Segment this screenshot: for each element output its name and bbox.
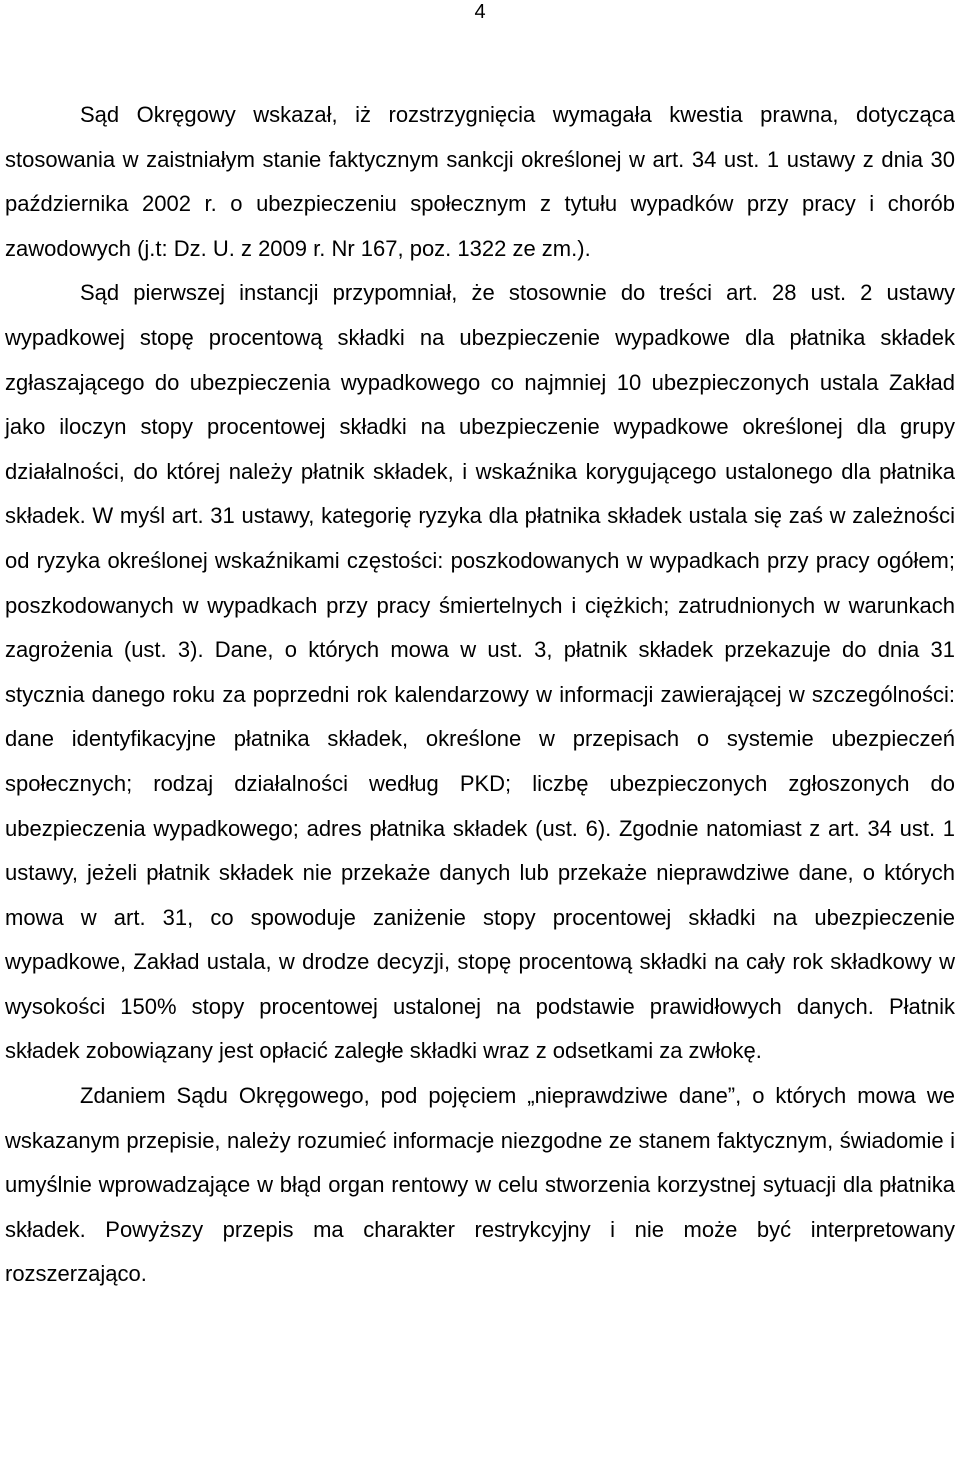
paragraph-court-indication: Sąd Okręgowy wskazał, iż rozstrzygnięcia wymagała kwestia prawna, dotycząca stosowania w zaistniałym stanie faktycznym sankcji określonej w art. 34 ust. 1 ustawy z dnia 30 października 2002 r. o ubezpieczeniu społecznym z tytułu wypadków przy pracy i chorób zawodowych (j.t: Dz. U. z 2009 r. Nr 167, poz. 1322 ze zm.). — [5, 102, 955, 261]
document-body — [5, 93, 955, 1297]
page-number: 4 — [474, 1, 486, 23]
paragraph-court-opinion: Zdaniem Sądu Okręgowego, pod pojęciem „nieprawdziwe dane”, o których mowa we wskazanym przepisie, należy rozumieć informacje niezgodne ze stanem faktycznym, świadomie i umyślnie wprowadzające w błąd organ rentowy w celu stworzenia korzystnej sytuacji dla płatnika składek. Powyższy przepis ma charakter restrykcyjny i nie może być interpretowany rozszerzająco. — [5, 1083, 955, 1287]
paragraph-first-instance-reminder: Sąd pierwszej instancji przypomniał, że stosownie do treści art. 28 ust. 2 ustawy wypadkowej stopę procentową składki na ubezpieczenie wypadkowe dla płatnika składek zgłaszającego do ubezpieczenia wypadkowego co najmniej 10 ubezpieczonych ustala Zakład jako iloczyn stopy procentowej składki na ubezpieczenie wypadkowe określonej dla grupy działalności, do której należy płatnik składek, i wskaźnika korygującego ustalonego dla płatnika składek. W myśl art. 31 ustawy, kategorię ryzyka dla płatnika składek ustala się zaś w zależności od ryzyka określonej wskaźnikami częstości: poszkodowanych w wypadkach przy pracy ogółem; poszkodowanych w wypadkach przy pracy śmiertelnych i ciężkich; zatrudnionych w warunkach zagrożenia (ust. 3). Dane, o których mowa w ust. 3, płatnik składek przekazuje do dnia 31 stycznia danego roku za poprzedni rok kalendarzowy w informacji zawierającej w szczególności: dane identyfikacyjne płatnika składek, określone w przepisach o systemie ubezpieczeń społecznych; rodzaj działalności według PKD; liczbę ubezpieczonych zgłoszonych do ubezpieczenia wypadkowego; adres płatnika składek (ust. 6). Zgodnie natomiast z art. 34 ust. 1 ustawy, jeżeli płatnik składek nie przekaże danych lub przekaże nieprawdziwe dane, o których mowa w art. 31, co spowoduje zaniżenie stopy procentowej składki na ubezpieczenie wypadkowe, Zakład ustala, w drodze decyzji, stopę procentową składki na cały rok składkowy w wysokości 150% stopy procentowej ustalonej na podstawie prawidłowych danych. Płatnik składek zobowiązany jest opłacić zaległe składki wraz z odsetkami za zwłokę. — [5, 280, 955, 1064]
